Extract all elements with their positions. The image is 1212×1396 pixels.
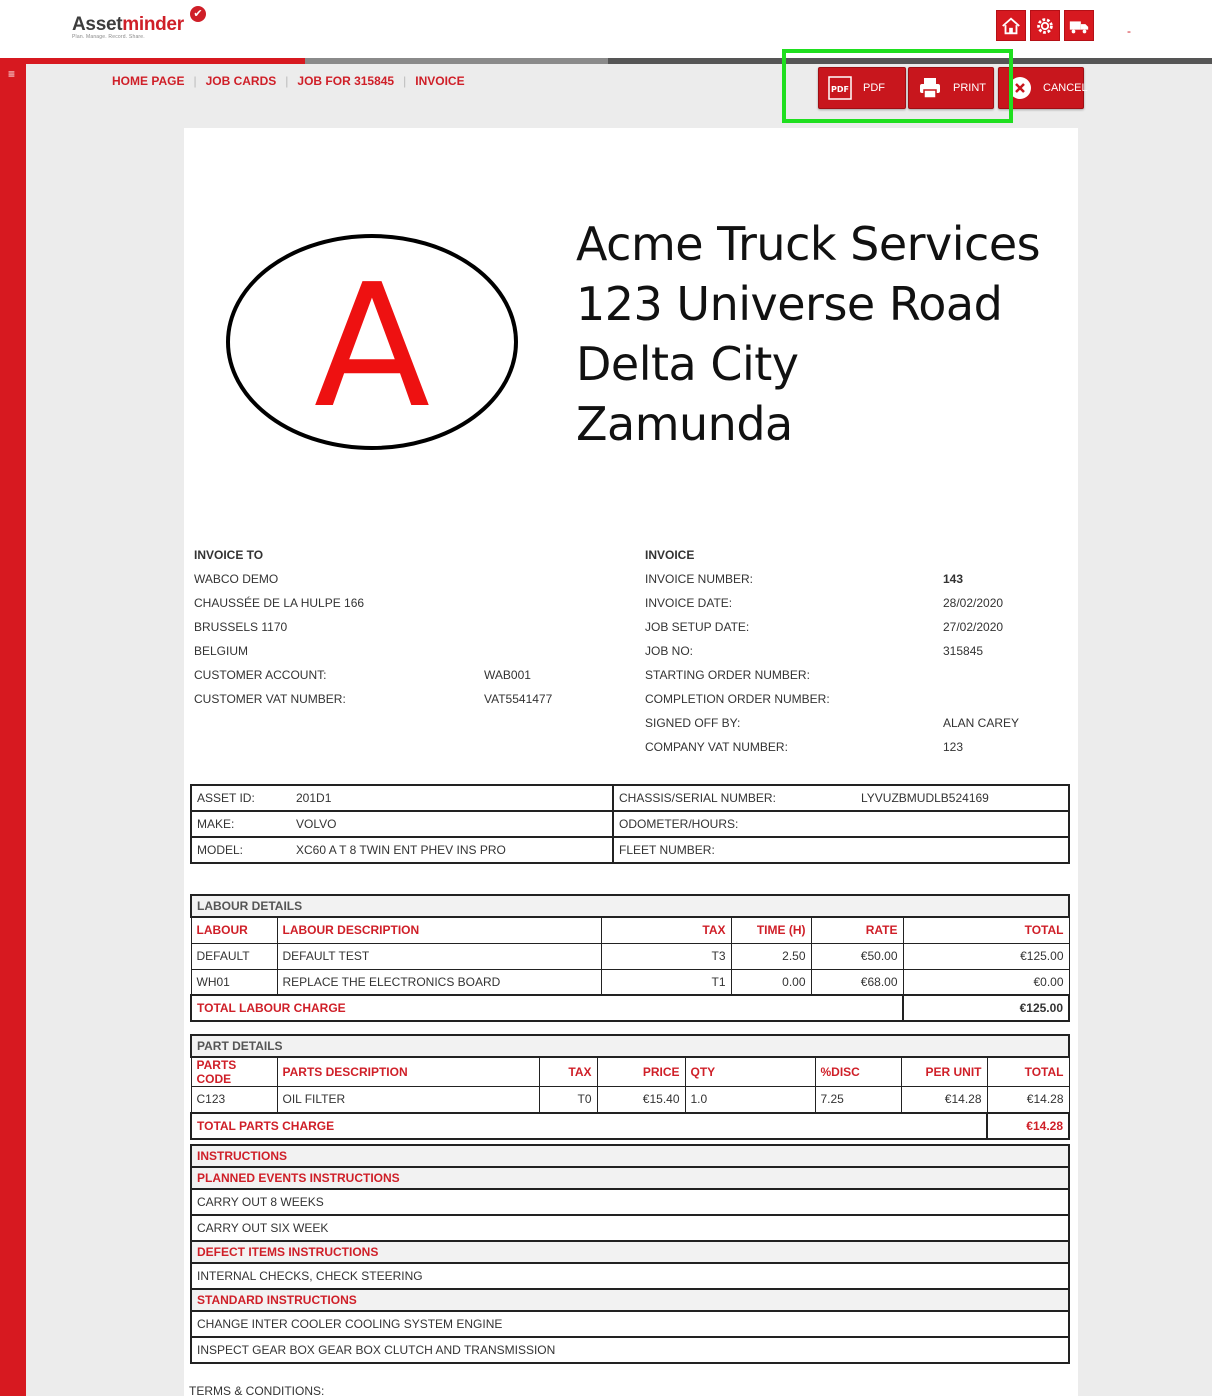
customer-vat-value: VAT5541477 <box>484 692 553 706</box>
asset-table <box>190 784 1070 864</box>
parts-cell: 1.0 <box>685 1087 815 1113</box>
labour-cell: €0.00 <box>903 969 1069 995</box>
chassis-value: LYVUZBMUDLB524169 <box>861 791 989 805</box>
labour-table <box>190 894 1070 1022</box>
labour-header: TIME (H) <box>731 917 811 943</box>
truck-icon <box>1068 15 1090 37</box>
parts-header: TAX <box>539 1057 597 1087</box>
instruction-item: INSPECT GEAR BOX GEAR BOX CLUTCH AND TRANSMISSION <box>191 1337 1069 1363</box>
breadcrumb-invoice[interactable]: INVOICE <box>415 74 465 88</box>
instruction-item: INTERNAL CHECKS, CHECK STEERING <box>191 1263 1069 1289</box>
check-icon: ✔ <box>190 6 206 22</box>
company-name: Acme Truck Services <box>576 217 1041 271</box>
labour-cell: DEFAULT <box>191 943 277 969</box>
instruction-item: CARRY OUT 8 WEEKS <box>191 1189 1069 1215</box>
highlight-box <box>782 49 1013 123</box>
company-logo <box>226 230 522 450</box>
home-icon <box>1000 15 1022 37</box>
assetminder-logo[interactable] <box>72 8 203 40</box>
job-setup-date-value: 27/02/2020 <box>943 620 1004 634</box>
gear-icon <box>1034 15 1056 37</box>
labour-cell: REPLACE THE ELECTRONICS BOARD <box>277 969 601 995</box>
parts-cell: €14.28 <box>987 1087 1069 1113</box>
instruction-item: CARRY OUT SIX WEEK <box>191 1215 1069 1241</box>
total-parts-value: €14.28 <box>987 1113 1069 1139</box>
user-indicator[interactable]: - <box>1127 24 1131 38</box>
top-bar <box>0 0 1212 58</box>
parts-header: QTY <box>685 1057 815 1087</box>
customer-account-value: WAB001 <box>484 668 531 682</box>
home-button[interactable] <box>996 10 1026 41</box>
customer-vat-label: CUSTOMER VAT NUMBER: <box>194 692 346 706</box>
invoice-to-heading: INVOICE TO <box>194 548 264 562</box>
vehicles-button[interactable] <box>1064 10 1094 41</box>
customer-account-label: CUSTOMER ACCOUNT: <box>194 668 327 682</box>
parts-cell: C123 <box>191 1087 277 1113</box>
table-row <box>191 943 1069 969</box>
parts-cell: OIL FILTER <box>277 1087 539 1113</box>
pdf-label: PDF <box>863 82 885 94</box>
parts-cell: T0 <box>539 1087 597 1113</box>
field-label: JOB SETUP DATE: <box>645 620 750 634</box>
labour-cell: 2.50 <box>731 943 811 969</box>
company-city: Delta City <box>576 337 799 391</box>
parts-header: PARTS DESCRIPTION <box>277 1057 539 1087</box>
invoice-details-block <box>645 543 1065 759</box>
cancel-label: CANCEL <box>1043 82 1088 94</box>
signed-off-by-value: ALAN CAREY <box>943 716 1020 730</box>
model-value: XC60 A T 8 TWIN ENT PHEV INS PRO <box>296 843 506 857</box>
chassis-label: CHASSIS/SERIAL NUMBER: <box>619 791 776 805</box>
logo-text-accent: minder <box>122 14 184 35</box>
instructions-title: INSTRUCTIONS <box>191 1145 1069 1167</box>
total-labour-value: €125.00 <box>903 995 1069 1021</box>
parts-table <box>190 1034 1070 1140</box>
labour-header: RATE <box>811 917 903 943</box>
defect-instructions-title: DEFECT ITEMS INSTRUCTIONS <box>191 1241 1069 1263</box>
labour-cell: €125.00 <box>903 943 1069 969</box>
invoice-to-block <box>194 543 594 711</box>
field-label: INVOICE DATE: <box>645 596 733 610</box>
labour-header: LABOUR DESCRIPTION <box>277 917 601 943</box>
customer-name: WABCO DEMO <box>194 572 279 586</box>
labour-cell: WH01 <box>191 969 277 995</box>
svg-text:PDF: PDF <box>831 85 849 94</box>
make-value: VOLVO <box>296 817 337 831</box>
asset-id-label: ASSET ID: <box>197 791 255 805</box>
breadcrumb-job-cards[interactable]: JOB CARDS <box>205 74 277 88</box>
parts-header: PARTS CODE <box>191 1057 277 1087</box>
model-label: MODEL: <box>197 843 244 857</box>
total-labour-label: TOTAL LABOUR CHARGE <box>191 995 903 1021</box>
field-label: COMPANY VAT NUMBER: <box>645 740 788 754</box>
invoice-document <box>184 128 1078 1396</box>
logo-text-main: Asset <box>72 14 123 35</box>
parts-cell: €14.28 <box>901 1087 987 1113</box>
hamburger-icon[interactable]: ≡ <box>8 67 16 81</box>
standard-instructions-title: STANDARD INSTRUCTIONS <box>191 1289 1069 1311</box>
table-row <box>191 969 1069 995</box>
invoice-date-value: 28/02/2020 <box>943 596 1004 610</box>
customer-country: BELGIUM <box>194 644 249 658</box>
labour-header: TAX <box>601 917 731 943</box>
labour-cell: DEFAULT TEST <box>277 943 601 969</box>
instructions-table <box>190 1144 1070 1364</box>
parts-cell: €15.40 <box>597 1087 685 1113</box>
labour-cell: 0.00 <box>731 969 811 995</box>
customer-address-1: CHAUSSÉE DE LA HULPE 166 <box>194 596 365 610</box>
make-label: MAKE: <box>197 817 235 831</box>
field-label: JOB NO: <box>645 644 694 658</box>
settings-button[interactable] <box>1030 10 1060 41</box>
labour-cell: T1 <box>601 969 731 995</box>
labour-cell: €68.00 <box>811 969 903 995</box>
company-country: Zamunda <box>576 397 793 451</box>
breadcrumb-home[interactable]: HOME PAGE <box>112 74 185 88</box>
parts-header: TOTAL <box>987 1057 1069 1087</box>
parts-header: PER UNIT <box>901 1057 987 1087</box>
company-address <box>576 214 1040 454</box>
field-label: SIGNED OFF BY: <box>645 716 741 730</box>
print-label: PRINT <box>953 82 986 94</box>
parts-header: %DISC <box>815 1057 901 1087</box>
instruction-item: CHANGE INTER COOLER COOLING SYSTEM ENGINE <box>191 1311 1069 1337</box>
terms-label: TERMS & CONDITIONS: <box>189 1384 325 1396</box>
table-row <box>191 1087 1069 1113</box>
invoice-number-value: 143 <box>943 572 964 586</box>
parts-header: PRICE <box>597 1057 685 1087</box>
labour-title: LABOUR DETAILS <box>191 895 1069 917</box>
labour-cell: T3 <box>601 943 731 969</box>
field-label: STARTING ORDER NUMBER: <box>645 668 810 682</box>
odometer-label: ODOMETER/HOURS: <box>619 817 739 831</box>
planned-instructions-title: PLANNED EVENTS INSTRUCTIONS <box>191 1167 1069 1189</box>
labour-cell: €50.00 <box>811 943 903 969</box>
field-label: INVOICE NUMBER: <box>645 572 754 586</box>
company-vat-value: 123 <box>943 740 964 754</box>
invoice-heading: INVOICE <box>645 548 695 562</box>
breadcrumb: HOME PAGE | JOB CARDS | JOB FOR 315845 | INVOICE <box>112 74 465 88</box>
job-no-value: 315845 <box>943 644 984 658</box>
parts-cell: 7.25 <box>815 1087 901 1113</box>
customer-address-2: BRUSSELS 1170 <box>194 620 288 634</box>
labour-header: LABOUR <box>191 917 277 943</box>
sidebar <box>0 64 26 1396</box>
fleet-label: FLEET NUMBER: <box>619 843 715 857</box>
labour-header: TOTAL <box>903 917 1069 943</box>
company-street: 123 Universe Road <box>576 277 1003 331</box>
breadcrumb-job[interactable]: JOB FOR 315845 <box>297 74 395 88</box>
logo-letter: A <box>313 248 431 446</box>
field-label: COMPLETION ORDER NUMBER: <box>645 692 830 706</box>
asset-id-value: 201D1 <box>296 791 332 805</box>
parts-title: PART DETAILS <box>191 1035 1069 1057</box>
logo-tagline: Plan. Manage. Record. Share. <box>72 34 145 40</box>
total-parts-label: TOTAL PARTS CHARGE <box>191 1113 987 1139</box>
